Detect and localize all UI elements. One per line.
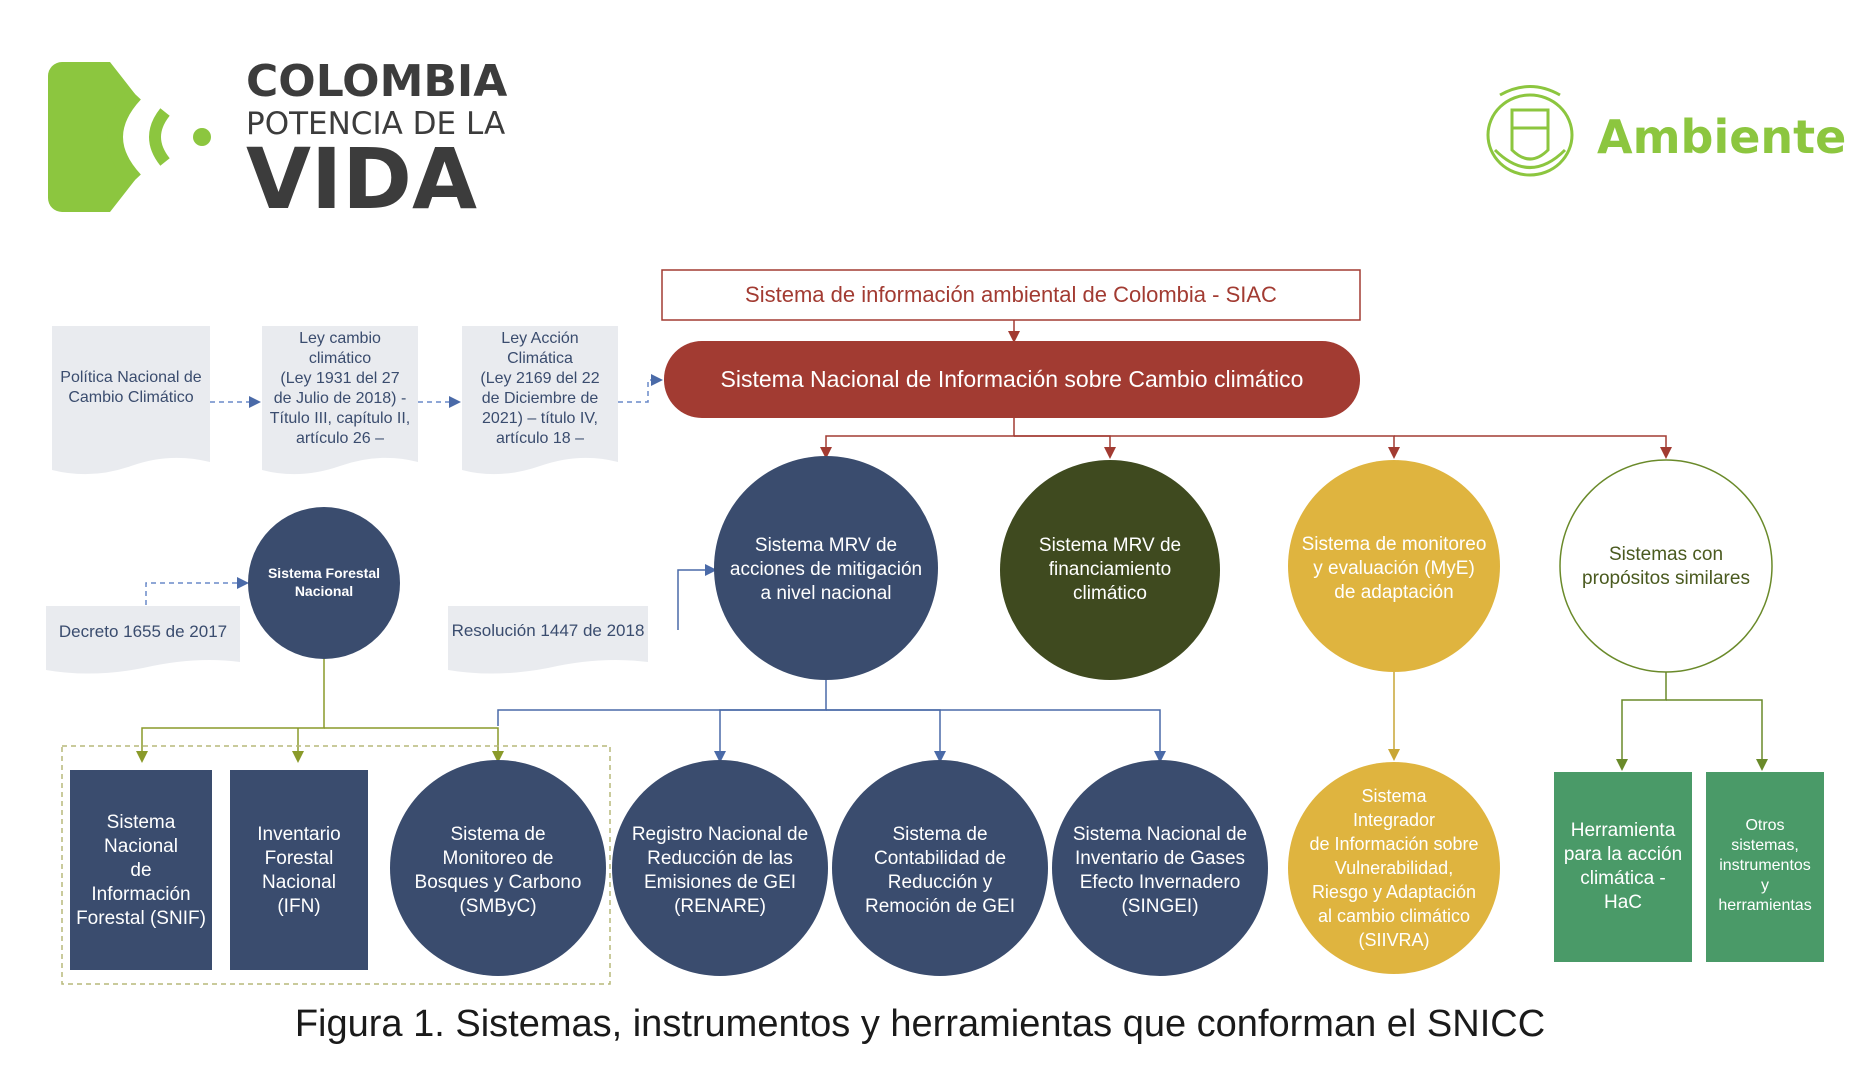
text-line: Reducción y — [887, 872, 993, 893]
text-line: Otros — [1745, 817, 1785, 834]
text-line: de Julio de 2018) - — [273, 390, 407, 407]
text-line: 2021) – título IV, — [482, 410, 598, 427]
circle-sistemas-similares — [1560, 460, 1772, 672]
text-line: Integrador — [1352, 810, 1436, 830]
text-line: Sistema Forestal — [267, 565, 381, 581]
doc-decreto — [46, 606, 240, 674]
text-line: para la acción — [1563, 844, 1683, 865]
text-line: Resolución 1447 de 2018 — [451, 621, 645, 640]
text-line: (Ley 2169 del 22 — [480, 370, 600, 387]
logo-line-1: COLOMBIA — [246, 56, 508, 107]
circle-siivra — [1288, 762, 1500, 974]
circle-sistema-forestal — [248, 507, 400, 659]
doc-ley-2169 — [462, 326, 618, 474]
text-line: Ley Acción — [501, 330, 579, 347]
text-line: Sistema MRV de — [1038, 535, 1182, 556]
circle-mrv-mitigacion — [714, 456, 938, 680]
text-line: Remoción de GEI — [865, 896, 1015, 917]
text-line: Reducción de las — [647, 848, 793, 869]
siac-box — [662, 270, 1360, 320]
text-line: Sistema de — [892, 824, 988, 845]
text-line: Inventario de Gases — [1074, 848, 1246, 869]
text-line: de adaptación — [1334, 582, 1454, 603]
doc-politica — [52, 326, 210, 474]
text-line: de Información sobre — [1309, 834, 1479, 854]
text-line: Nacional — [104, 836, 178, 857]
text-line: Nacional — [294, 583, 354, 599]
text-line: climática - — [1580, 868, 1666, 889]
text-line: Sistema de — [450, 824, 546, 845]
text-line: climático — [1073, 583, 1147, 604]
text-line: Nacional — [262, 872, 336, 893]
text-line: Sistema MRV de — [754, 535, 898, 556]
snicc-pill — [664, 341, 1360, 418]
text-line: Sistema — [106, 812, 176, 833]
text-line: y evaluación (MyE) — [1313, 558, 1475, 579]
text-line: Información — [91, 884, 191, 905]
text-line: (Ley 1931 del 27 — [280, 370, 400, 387]
text-line: instrumentos — [1719, 857, 1811, 874]
text-line: Riesgo y Adaptación — [1311, 882, 1477, 902]
text-line: Efecto Invernadero — [1079, 872, 1241, 893]
text-line: al cambio climático — [1317, 906, 1471, 926]
text-line: de — [130, 860, 152, 881]
text-line: Emisiones de GEI — [643, 872, 797, 893]
circle-singei — [1052, 760, 1268, 976]
circle-smbyc — [390, 760, 606, 976]
siac-label: Sistema de información ambiental de Colombia - SIAC — [745, 282, 1277, 307]
text-line: Sistema — [1361, 786, 1427, 806]
text-line: Forestal (SNIF) — [76, 908, 206, 929]
text-line: a nivel nacional — [760, 583, 892, 604]
box-snif — [70, 770, 212, 970]
text-line: Bosques y Carbono — [414, 872, 582, 893]
text-line: de Diciembre de — [481, 390, 599, 407]
colombia-potencia-logo — [48, 56, 507, 228]
text-line: Decreto 1655 de 2017 — [58, 622, 228, 641]
figure-caption: Figura 1. Sistemas, instrumentos y herramientas que conforman el SNICC — [294, 1003, 1546, 1045]
box-otros — [1706, 772, 1824, 962]
circle-mye-adaptacion — [1288, 460, 1500, 672]
text-line: (SIIVRA) — [1358, 930, 1430, 950]
text-line: Contabilidad de — [873, 848, 1007, 869]
text-line: y — [1761, 877, 1769, 894]
doc-resolucion — [448, 606, 648, 674]
text-line: HaC — [1603, 892, 1643, 913]
circle-contabilidad — [832, 760, 1048, 976]
circle-mrv-financiamiento — [1000, 460, 1220, 680]
text-line: Herramienta — [1570, 820, 1676, 841]
circle-renare — [612, 760, 828, 976]
text-line: propósitos similares — [1582, 568, 1750, 589]
text-line: Ley cambio — [299, 330, 381, 347]
box-hac — [1554, 772, 1692, 962]
text-line: Cambio Climático — [68, 389, 194, 406]
text-line: Registro Nacional de — [631, 824, 809, 845]
text-line: Vulnerabilidad, — [1334, 858, 1454, 878]
text-line: (IFN) — [277, 896, 321, 917]
text-line: artículo 26 – — [295, 430, 385, 447]
text-line: (RENARE) — [674, 896, 766, 917]
text-line: Sistema de monitoreo — [1301, 534, 1487, 555]
text-line: herramientas — [1718, 897, 1812, 914]
doc-ley-1931 — [262, 326, 418, 474]
box-ifn — [230, 770, 368, 970]
text-line: (SINGEI) — [1121, 896, 1199, 917]
text-line: Política Nacional de — [60, 369, 202, 386]
text-line: sistemas, — [1731, 837, 1799, 854]
text-line: (SMByC) — [459, 896, 537, 917]
text-line: Climática — [507, 350, 573, 367]
ambiente-text: Ambiente — [1597, 110, 1847, 164]
logo-line-3: VIDA — [246, 130, 477, 228]
snicc-label: Sistema Nacional de Información sobre Cambio climático — [720, 366, 1304, 392]
text-line: acciones de mitigación — [729, 559, 923, 580]
text-line: artículo 18 – — [495, 430, 585, 447]
text-line: Monitoreo de — [442, 848, 554, 869]
coat-of-arms-icon — [1488, 87, 1572, 176]
text-line: Inventario — [257, 824, 341, 845]
text-line: Sistema Nacional de — [1072, 824, 1248, 845]
text-line: Título III, capítulo II, — [269, 410, 411, 427]
text-line: Forestal — [264, 848, 334, 869]
text-line: Sistemas con — [1608, 544, 1724, 565]
text-line: climático — [308, 350, 372, 367]
ambiente-logo — [1488, 87, 1846, 176]
logo-line-2: POTENCIA DE LA — [246, 106, 506, 142]
text-line: financiamiento — [1048, 559, 1172, 580]
